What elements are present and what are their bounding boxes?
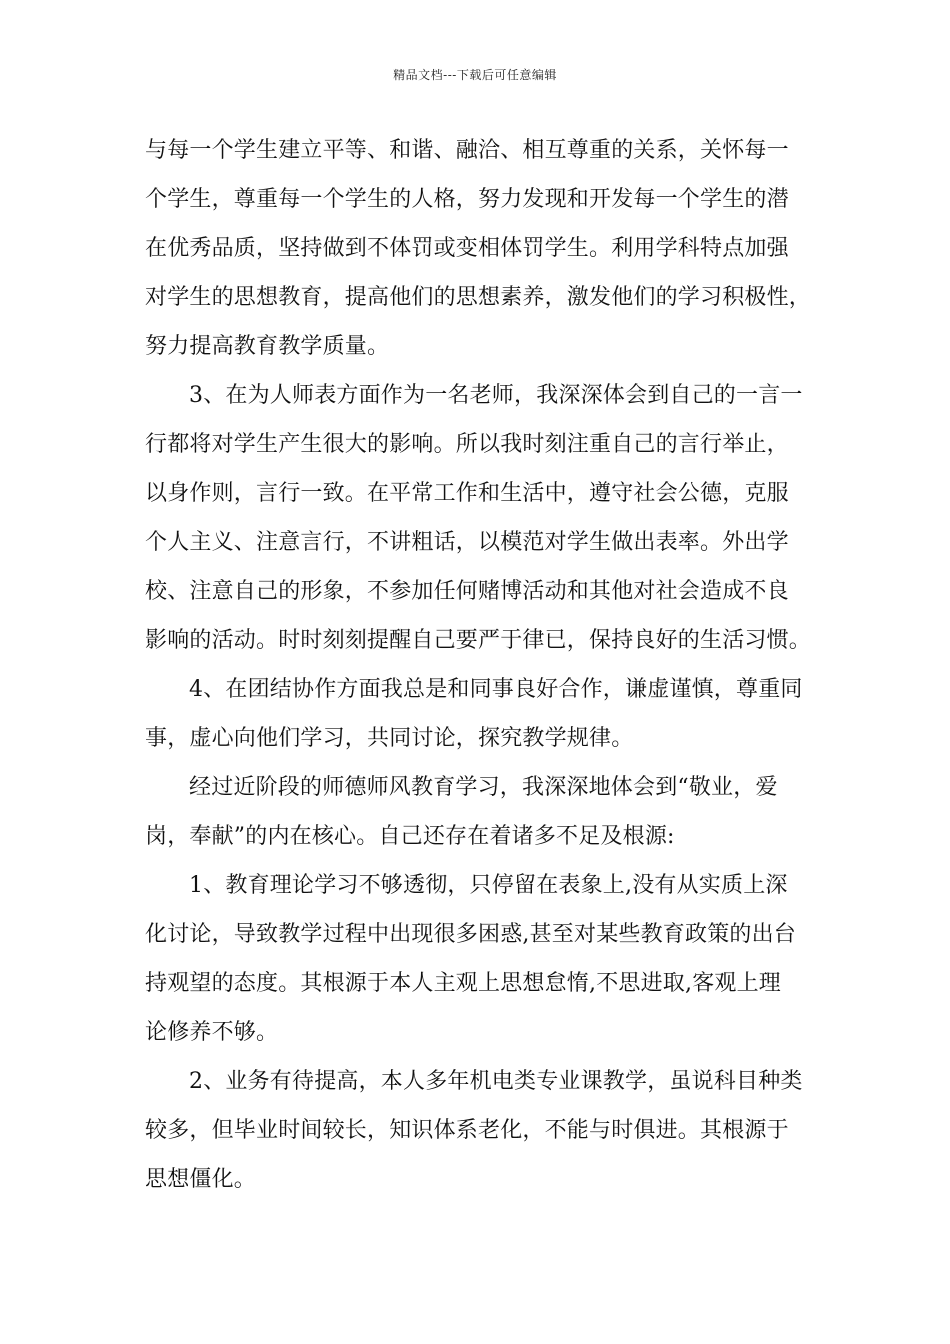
text-line: 影响的活动。时时刻刻提醒自己要严于律已，保持良好的生活习惯。 [145, 628, 812, 653]
paragraph-start-line: 2、业务有待提高，本人多年机电类专业课教学，虽说科目种类 [189, 1069, 803, 1094]
text-line: 个人主义、注意言行，不讲粗话，以模范对学生做出表率。外出学 [145, 530, 789, 555]
text-line: 岗，奉献”的内在核心。自己还存在着诸多不足及根源: [145, 824, 675, 849]
text-line: 与每一个学生建立平等、和谐、融洽、相互尊重的关系，关怀每一 [145, 138, 789, 163]
paragraph-start-line: 3、在为人师表方面作为一名老师，我深深体会到自己的一言一 [189, 383, 803, 408]
text-line: 持观望的态度。其根源于本人主观上思想怠惰,不思进取,客观上理 [145, 971, 781, 996]
text-line: 行都将对学生产生很大的影响。所以我时刻注重自己的言行举止， [145, 432, 789, 457]
text-line: 校、注意自己的形象，不参加任何赌博活动和其他对社会造成不良 [145, 579, 789, 604]
text-line: 对学生的思想教育，提高他们的思想素养，激发他们的学习积极性， [145, 285, 812, 310]
text-line: 努力提高教育教学质量。 [145, 334, 390, 359]
text-line: 个学生，尊重每一个学生的人格，努力发现和开发每一个学生的潜 [145, 187, 789, 212]
text-line: 化讨论，导致教学过程中出现很多困惑,甚至对某些教育政策的出台 [145, 922, 796, 947]
text-line: 事，虚心向他们学习，共同讨论，探究教学规律。 [145, 726, 634, 751]
text-line: 较多，但毕业时间较长，知识体系老化，不能与时俱进。其根源于 [145, 1118, 789, 1143]
text-line: 以身作则，言行一致。在平常工作和生活中，遵守社会公德，克服 [145, 481, 789, 506]
text-line: 在优秀品质，坚持做到不体罚或变相体罚学生。利用学科特点加强 [145, 236, 789, 261]
paragraph-start-line: 4、在团结协作方面我总是和同事良好合作，谦虚谨慎，尊重同 [189, 677, 803, 702]
text-line: 论修养不够。 [145, 1020, 279, 1045]
document-body [145, 126, 825, 1204]
page-header: 精品文档---下载后可任意编辑 [393, 68, 557, 82]
paragraph-start-line: 经过近阶段的师德师风教育学习，我深深地体会到“敬业，爱 [189, 775, 778, 800]
text-line: 思想僵化。 [145, 1167, 257, 1192]
paragraph-start-line: 1、教育理论学习不够透彻，只停留在表象上,没有从实质上深 [189, 873, 788, 898]
